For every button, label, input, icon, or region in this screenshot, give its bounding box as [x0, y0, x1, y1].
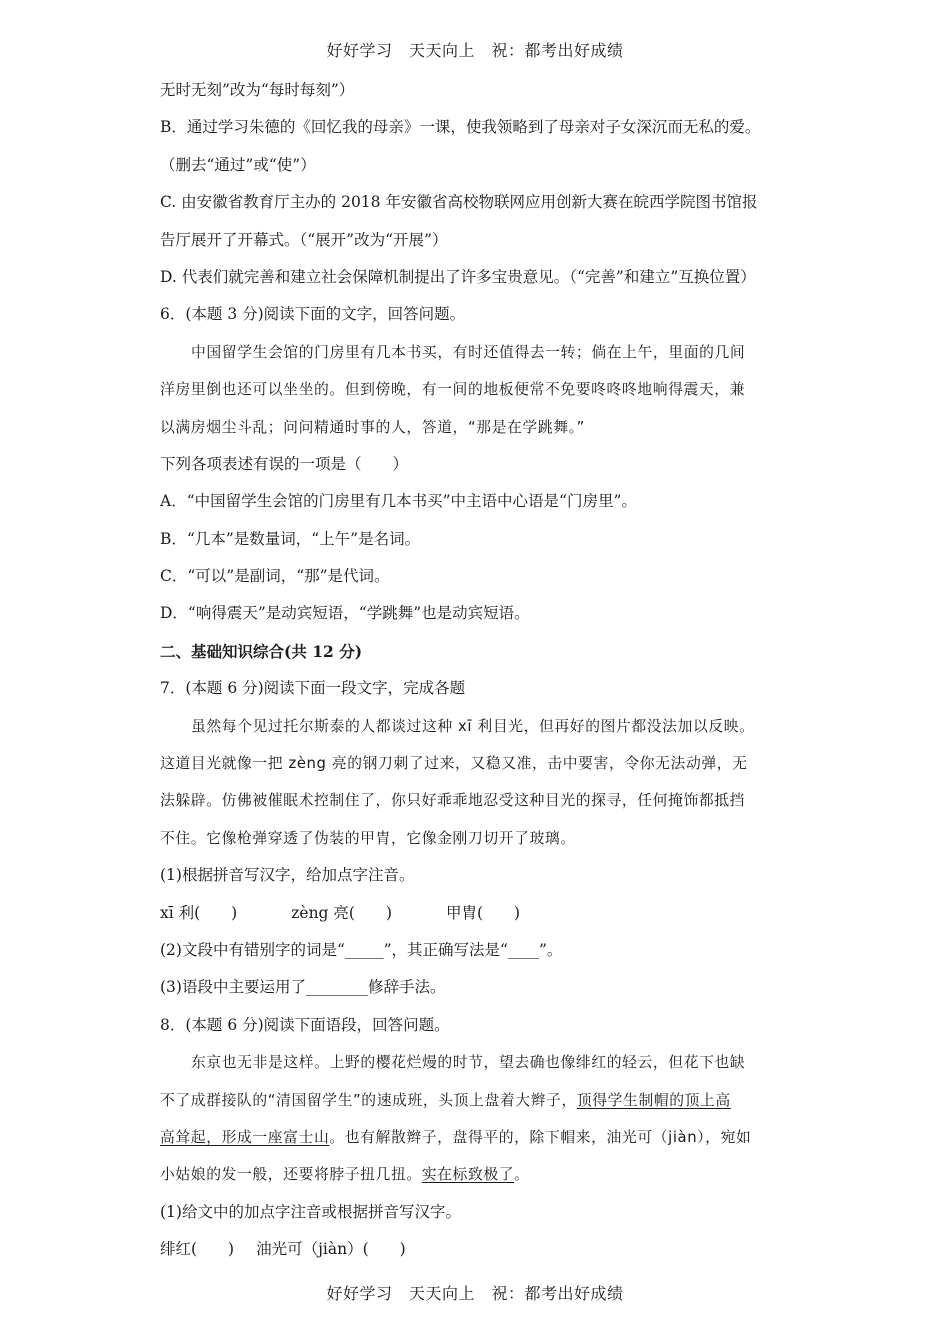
- sub-question-1: (1)根据拼音写汉字，给加点字注音。: [160, 866, 415, 885]
- passage-text: 。: [514, 1166, 530, 1184]
- option-b: B．“几本”是数量词，“上午”是名词。: [160, 529, 421, 548]
- option-a: A．“中国留学生会馆的门房里有几本书买”中主语中心语是“门房里”。: [160, 492, 637, 511]
- option-b: B．通过学习朱德的《回忆我的母亲》一课，使我领略到了母亲对子女深沉而无私的爱。: [160, 118, 761, 137]
- document-body: [160, 72, 810, 1269]
- question-7-title: 7．(本题 6 分)阅读下面一段文字，完成各题: [160, 679, 466, 698]
- passage-text: 。也有解散辫子，盘得平的，除下帽来，油光可（jiàn），宛如: [329, 1128, 752, 1146]
- underlined-text: 顶得学生制帽的顶上高: [576, 1091, 731, 1109]
- page-footer: 好好学习 天天向上 祝：都考出好成绩: [326, 1284, 624, 1303]
- passage-line: [160, 1082, 810, 1119]
- option-d: D．“响得震天”是动宾短语，“学跳舞”也是动宾短语。: [160, 604, 530, 623]
- question-6-stem: 下列各项表述有误的一项是（ ）: [160, 454, 409, 473]
- passage-line: [160, 1156, 810, 1193]
- text-line: （删去“通过”或“使”）: [160, 155, 316, 174]
- pinyin-item-zeng: zèng 亮( ): [291, 903, 392, 922]
- passage-line: 虽然每个见过托尔斯泰的人都谈过这种 xī 利目光，但再好的图片都没法加以反映。: [191, 717, 755, 735]
- section-2-heading: 二、基础知识综合(共 12 分): [160, 641, 363, 661]
- passage-text: 不了成群接队的“清国留学生”的速成班，头顶上盘着大辫子，: [160, 1091, 577, 1109]
- sub-question-3: (3)语段中主要运用了________修辞手法。: [160, 978, 446, 997]
- pinyin-item-jian: 油光可（jiàn）( ): [256, 1240, 406, 1259]
- page-header: 好好学习 天天向上 祝：都考出好成绩: [326, 41, 624, 60]
- passage-line: 这道目光就像一把 zèng 亮的钢刀刺了过来，又稳又准，击中要害，令你无法动弹，无: [160, 755, 748, 773]
- underlined-text: 实在标致极了: [421, 1166, 515, 1184]
- question-6-title: 6．(本题 3 分)阅读下面的文字，回答问题。: [160, 305, 466, 324]
- passage-line: 不住。它像枪弹穿透了伪装的甲胄，它像金刚刀切开了玻璃。: [160, 829, 576, 847]
- text-line: 告厅展开了开幕式。（“展开”改为“开展”）: [160, 230, 448, 249]
- option-c: C．“可以”是副词，“那”是代词。: [160, 567, 390, 586]
- pinyin-items: [160, 1231, 810, 1268]
- passage-line: 以满房烟尘斗乱；问问精通时事的人，答道，“那是在学跳舞。”: [160, 418, 585, 436]
- underlined-text: 高耸起，形成一座富士山: [160, 1128, 330, 1146]
- passage-line: 法躲辟。仿佛被催眠术控制住了，你只好乖乖地忍受这种目光的探寻，任何掩饰都抵挡: [160, 792, 746, 810]
- pinyin-items: [160, 895, 810, 932]
- passage-line: 中国留学生会馆的门房里有几本书买，有时还值得去一转；倘在上午，里面的几间: [191, 343, 746, 361]
- pinyin-item-feihong: 绯红( ): [160, 1240, 235, 1259]
- passage-line: 洋房里倒也还可以坐坐的。但到傍晚，有一间的地板便常不免要咚咚咚地响得震天，兼: [160, 381, 746, 399]
- passage-line: 东京也无非是这样。上野的樱花烂熳的时节，望去确也像绯红的轻云，但花下也缺: [191, 1054, 746, 1072]
- sub-question-2: (2)文段中有错别字的词是“_____”，其正确写法是“____”。: [160, 940, 563, 959]
- pinyin-item-jiazhou: 甲胄( ): [446, 903, 521, 922]
- passage-line: [160, 1119, 810, 1156]
- option-d: D. 代表们就完善和建立社会保障机制提出了许多宝贵意见。（“完善”和建立”互换位置）: [160, 267, 756, 286]
- passage-text: 小姑娘的发一般，还要将脖子扭几扭。: [160, 1166, 422, 1184]
- pinyin-item-xi: xī 利( ): [160, 903, 238, 922]
- text-line: 无时无刻”改为“每时每刻”）: [160, 81, 355, 99]
- question-8-title: 8．(本题 6 分)阅读下面语段，回答问题。: [160, 1015, 450, 1034]
- sub-question-1: (1)给文中的加点字注音或根据拼音写汉字。: [160, 1202, 461, 1221]
- option-c: C. 由安徽省教育厅主办的 2018 年安徽省高校物联网应用创新大赛在皖西学院图书馆报: [160, 193, 758, 212]
